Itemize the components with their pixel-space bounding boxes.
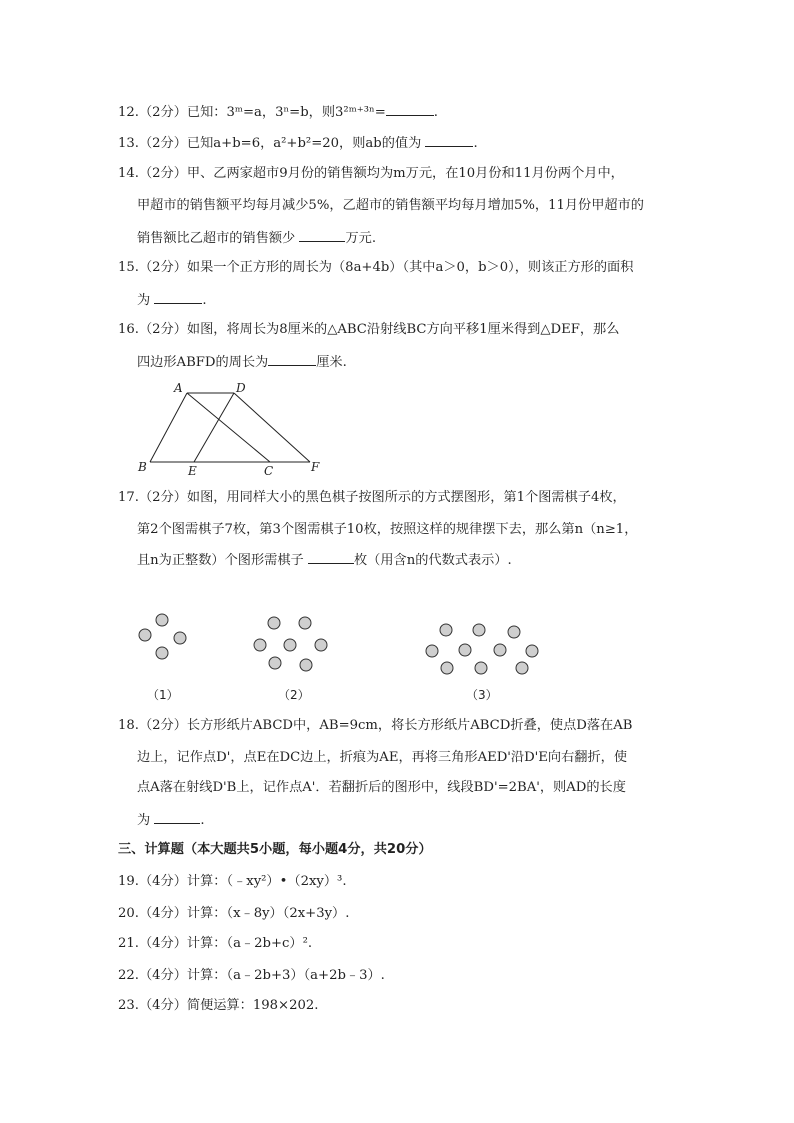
section-heading: 三、计算题（本大题共5小题，每小题4分，共20分） xyxy=(118,842,432,857)
go-piece xyxy=(254,639,266,651)
label-c: C xyxy=(264,464,274,478)
go-piece xyxy=(440,624,452,636)
question-16-line-1: 16.（2分）如图，将周长为8厘米的△ABC沿射线BC方向平移1厘米得到△DEF，那么 xyxy=(118,322,620,337)
question-14-line-2: 甲超市的销售额平均每月减少5%，乙超市的销售额平均每月增加5%，11月份甲超市的 xyxy=(137,198,644,213)
question-21: 21.（4分）计算：（a﹣2b+c）². xyxy=(118,936,313,951)
answer-blank xyxy=(154,291,202,304)
label-a: A xyxy=(174,381,183,395)
pattern-3 xyxy=(426,624,538,674)
go-piece xyxy=(516,662,528,674)
question-12: 12.（2分）已知：3ᵐ=a，3ⁿ=b，则3²ᵐ⁺³ⁿ= . xyxy=(118,105,438,120)
answer-blank xyxy=(268,353,316,366)
question-18-line-4: 为 . xyxy=(137,813,205,828)
pattern-1 xyxy=(139,614,186,659)
go-piece xyxy=(299,617,311,629)
question-22: 22.（4分）计算：（a﹣2b+3）（a+2b﹣3）. xyxy=(118,968,385,983)
go-piece xyxy=(441,662,453,674)
answer-blank xyxy=(386,103,434,116)
pattern-2 xyxy=(254,617,327,671)
answer-blank xyxy=(308,551,354,564)
label-e: E xyxy=(188,464,197,478)
go-piece xyxy=(156,614,168,626)
question-15-line-2: 为 . xyxy=(137,293,207,308)
caption-3: （3） xyxy=(466,688,498,702)
caption-1: （1） xyxy=(147,688,179,702)
line-df xyxy=(234,393,310,462)
go-piece xyxy=(426,645,438,657)
go-piece xyxy=(300,659,312,671)
go-piece xyxy=(526,645,538,657)
go-piece xyxy=(174,632,186,644)
answer-blank xyxy=(154,811,200,824)
question-13: 13.（2分）已知a+b=6，a²+b²=20，则ab的值为 . xyxy=(118,136,478,151)
question-18-line-1: 18.（2分）长方形纸片ABCD中，AB=9cm，将长方形纸片ABCD折叠，使点D落在AB xyxy=(118,718,633,733)
go-piece xyxy=(459,644,471,656)
label-b: B xyxy=(138,460,147,474)
go-piece xyxy=(284,639,296,651)
question-17-line-3: 且n为正整数）个图形需棋子 枚（用含n的代数式表示）. xyxy=(137,553,512,568)
question-17-line-2: 第2个图需棋子7枚，第3个图需棋子10枚，按照这样的规律摆下去，那么第n（n≥1， xyxy=(137,522,638,537)
go-piece xyxy=(269,657,281,669)
question-15-line-1: 15.（2分）如果一个正方形的周长为（8a+4b）（其中a＞0，b＞0），则该正方形的面积 xyxy=(118,260,634,275)
label-f: F xyxy=(311,460,320,474)
go-piece xyxy=(156,647,168,659)
go-piece xyxy=(494,644,506,656)
trapezoid-figure xyxy=(130,378,330,478)
question-14-line-3: 销售额比乙超市的销售额少 万元. xyxy=(137,231,377,246)
go-piece xyxy=(139,629,151,641)
pieces-figure xyxy=(120,605,560,710)
question-19: 19.（4分）计算：（﹣xy²）•（2xy）³. xyxy=(118,874,347,889)
go-piece xyxy=(473,624,485,636)
question-18-line-3: 点A落在射线D'B上，记作点A'．若翻折后的图形中，线段BD'=2BA'，则AD的长度 xyxy=(137,780,626,795)
question-17-line-1: 17.（2分）如图，用同样大小的黑色棋子按图所示的方式摆图形，第1个图需棋子4枚， xyxy=(118,490,626,505)
go-piece xyxy=(508,626,520,638)
question-14-line-1: 14.（2分）甲、乙两家超市9月份的销售额均为m万元，在10月份和11月份两个月中， xyxy=(118,166,624,181)
line-ab xyxy=(150,393,187,462)
question-20: 20.（4分）计算：（x﹣8y）（2x+3y）. xyxy=(118,906,350,921)
question-16-line-2: 四边形ABFD的周长为 厘米. xyxy=(137,355,347,370)
go-piece xyxy=(315,639,327,651)
caption-2: （2） xyxy=(278,688,310,702)
go-piece xyxy=(475,662,487,674)
label-d: D xyxy=(236,381,246,395)
answer-blank xyxy=(299,229,345,242)
question-18-line-2: 边上，记作点D'，点E在DC边上，折痕为AE，再将三角形AED'沿D'E向右翻折，使 xyxy=(137,750,628,765)
question-23: 23.（4分）简便运算：198×202. xyxy=(118,998,319,1013)
answer-blank xyxy=(425,134,473,147)
go-piece xyxy=(268,617,280,629)
